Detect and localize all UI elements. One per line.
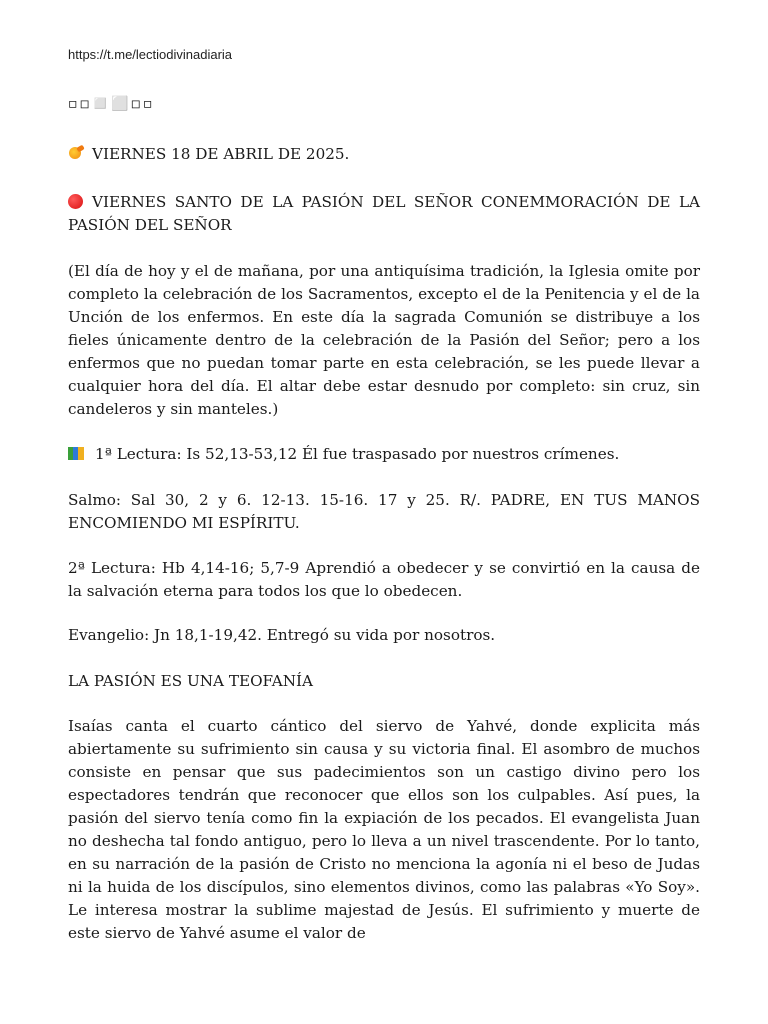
gospel: Evangelio: Jn 18,1-19,42. Entregó su vida por nosotros.: [68, 626, 496, 644]
red-circle-icon: [68, 194, 83, 209]
first-reading: [68, 443, 700, 466]
title-text: VIERNES SANTO DE LA PASIÓN DEL SEÑOR CONEMMORACIÓN DE LA PASIÓN DEL SEÑOR: [68, 193, 700, 234]
date-text: VIERNES 18 DE ABRIL DE 2025.: [92, 145, 350, 163]
intro-paragraph: (El día de hoy y el de mañana, por una antiquísima tradición, la Iglesia omite por completo la celebración de los Sacramentos, excepto el de la Penitencia y el de la Unción de los enfermos. En este día la sagrada Comunión se distribuye a los fieles únicamente dentro de la celebración de la Pasión del Señor; pero a los enfermos que no puedan tomar parte en esta celebración, se les puede llevar a cualquier hora del día. El altar debe estar desnudo por completo: sin cruz, sin candeleros y sin manteles.): [68, 262, 700, 418]
decorative-symbols: ▫◽◻️⬜◽▫: [68, 96, 155, 112]
party-horn-icon: [68, 146, 84, 160]
channel-url[interactable]: https://t.me/lectiodivinadiaria: [68, 47, 233, 62]
date-line: [68, 143, 700, 166]
body-paragraph: Isaías canta el cuarto cántico del siervo de Yahvé, donde explicita más abiertamente su sufrimiento sin causa y su victoria final. El asombro de muchos consiste en pensar que sus padecimientos son un castigo divino pero los espectadores tendrán que reconocer que ellos son los culpables. Así pues, la pasión del siervo tenía como fin la expiación de los pecados. El evangelista Juan no deshecha tal fondo antiguo, pero lo lleva a un nivel trascendente. Por lo tanto, en su narración de la pasión de Cristo no menciona la agonía ni el beso de Judas ni la huida de los discípulos, sino elementos divinos, como las palabras «Yo Soy». Le interesa mostrar la sublime majestad de Jesús. El sufrimiento y muerte de este siervo de Yahvé asume el valor de: [68, 717, 700, 942]
section-heading: LA PASIÓN ES UNA TEOFANÍA: [68, 672, 313, 690]
psalm: Salmo: Sal 30, 2 y 6. 12-13. 15-16. 17 y 25. R/. PADRE, EN TUS MANOS ENCOMIENDO MI ESPÍRITU.: [68, 491, 700, 532]
second-reading: 2ª Lectura: Hb 4,14-16; 5,7-9 Aprendió a obedecer y se convirtió en la causa de la salvación eterna para todos los que lo obedecen.: [68, 559, 700, 600]
books-icon: [68, 446, 85, 461]
title-line: [68, 191, 700, 237]
first-reading-text: 1ª Lectura: Is 52,13-53,12 Él fue traspasado por nuestros crímenes.: [95, 445, 620, 463]
